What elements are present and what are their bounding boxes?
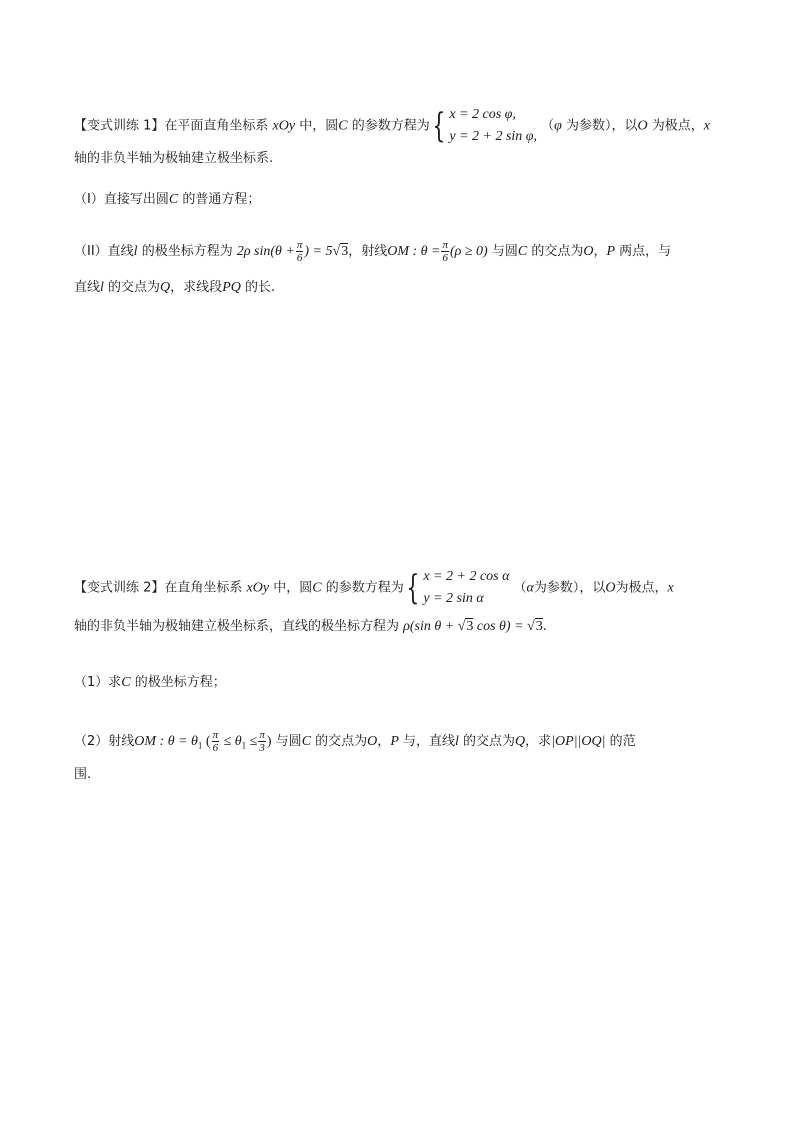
- param-system-2: x = 2 + 2 cos α y = 2 sin α: [423, 569, 510, 606]
- p1-line-2: 轴的非负半轴为极轴建立极坐标系.: [74, 151, 274, 166]
- param-system-1: x = 2 cos φ, y = 2 + 2 sin φ,: [449, 107, 538, 144]
- fraction: $\frac{\pi}{3}$: [259, 729, 265, 754]
- brace-icon: {: [406, 568, 420, 608]
- p2-line-2: 轴的非负半轴为极轴建立极坐标系，直线的极坐标方程为 ρ(sin θ + √3 cos θ) = √3.: [74, 619, 547, 634]
- p1-line-1: 【变式训练 1】在平面直角坐标系 xOy 中，圆C 的参数方程为{ x = 2 cos φ, y = 2 + 2 sin φ, （φ 为参数），以O 为极点，x: [74, 106, 710, 146]
- p1-question-2: （II）直线l 的极坐标方程为 2ρ sin(θ + $\frac{\pi}{6}$ ) = 5√3，射线OM : θ = $\frac{\pi}{6}$ (ρ ≥ 0) 与圆C 的交点为O，P 两点，与: [74, 239, 672, 264]
- fraction: $\frac{\pi}{6}$: [212, 729, 219, 754]
- p1-question-1: （I）直接写出圆C 的普通方程；: [74, 192, 261, 207]
- p2-question-2: （2）射线OM : $\theta = \theta_1$ ( $\frac{\pi}{6}$ ≤ $\theta_1$ ≤ $\frac{\pi}{3}$ ) 与圆C 的交点为O，P 与，直线l 的交点为Q，求|OP||OQ| 的范: [74, 729, 636, 754]
- fraction: $\frac{\pi}{6}$: [296, 239, 303, 264]
- p1-question-2-cont: 直线l 的交点为Q，求线段PQ 的长.: [74, 280, 276, 295]
- p2-question-1: （1）求C 的极坐标方程；: [74, 675, 226, 690]
- p2-line-1: 【变式训练 2】在直角坐标系 xOy 中，圆C 的参数方程为{ x = 2 + 2 cos α y = 2 sin α （α为参数），以O为极点，x: [74, 568, 674, 608]
- p2-question-2-cont: 围.: [74, 767, 92, 782]
- fraction: $\frac{\pi}{6}$: [442, 239, 448, 264]
- brace-icon: {: [432, 106, 446, 146]
